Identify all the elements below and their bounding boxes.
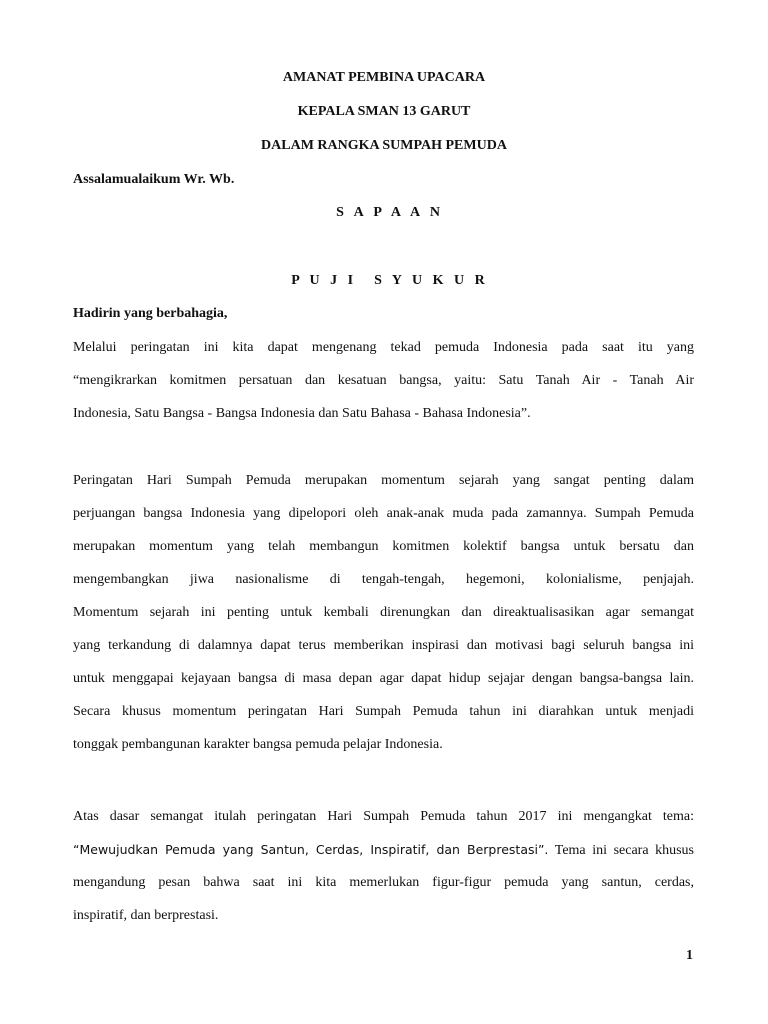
title-line-1: AMANAT PEMBINA UPACARA: [282, 70, 486, 85]
paragraph-2-line: perjuangan bangsa Indonesia yang dipelopori oleh anak-anak muda pada zamannya. Sumpah Pemuda: [73, 506, 694, 521]
paragraph-2-line: untuk menggapai kejayaan bangsa di masa depan agar dapat hidup sejajar dengan bangsa-bangsa lain.: [73, 671, 694, 686]
paragraph-3-line: mengandung pesan bahwa saat ini kita memerlukan figur-figur pemuda yang santun, cerdas,: [73, 875, 694, 890]
paragraph-3-line: Atas dasar semangat itulah peringatan Hari Sumpah Pemuda tahun 2017 ini mengangkat tema:: [73, 809, 694, 824]
paragraph-3-line-theme: [73, 841, 694, 874]
title-line-3: DALAM RANGKA SUMPAH PEMUDA: [261, 138, 507, 153]
paragraph-1-line: Melalui peringatan ini kita dapat mengenang tekad pemuda Indonesia pada saat itu yang: [73, 340, 694, 355]
title-line-2: KEPALA SMAN 13 GARUT: [297, 104, 471, 119]
paragraph-3: [73, 808, 694, 940]
paragraph-2-line: merupakan momentum yang telah membangun komitmen kolektif bangsa untuk bersatu dan: [73, 539, 694, 554]
paragraph-2-line: yang terkandung di dalamnya dapat terus memberikan inspirasi dan motivasi bagi seluruh bangsa ini: [73, 638, 694, 653]
paragraph-2-line: Peringatan Hari Sumpah Pemuda merupakan momentum sejarah yang sangat penting dalam: [73, 473, 694, 488]
greeting: Assalamualaikum Wr. Wb.: [73, 172, 235, 187]
paragraph-2-line: mengembangkan jiwa nasionalisme di tengah-tengah, hegemoni, kolonialisme, penjajah.: [73, 572, 694, 587]
theme-quote: “Mewujudkan Pemuda yang Santun, Cerdas, Inspiratif, dan Berprestasi”.: [73, 842, 549, 857]
paragraph-2-line: Secara khusus momentum peringatan Hari Sumpah Pemuda tahun ini diarahkan untuk menjadi: [73, 704, 694, 719]
paragraph-2-line: tonggak pembangunan karakter bangsa pemuda pelajar Indonesia.: [73, 737, 443, 752]
paragraph-3-line: inspiratif, dan berprestasi.: [73, 908, 219, 923]
page-number: 1: [686, 948, 693, 963]
paragraph-1: [73, 339, 694, 438]
hadirin-salutation: Hadirin yang berbahagia,: [73, 306, 228, 321]
paragraph-2: [73, 472, 694, 769]
paragraph-1-line: Indonesia, Satu Bangsa - Bangsa Indonesia dan Satu Bahasa - Bahasa Indonesia”.: [73, 406, 531, 421]
heading-sapaan: S A P A A N: [336, 205, 440, 220]
heading-puji-syukur: P U J I S Y U K U R: [291, 273, 485, 288]
paragraph-1-line: “mengikrarkan komitmen persatuan dan kesatuan bangsa, yaitu: Satu Tanah Air - Tanah Air: [73, 373, 694, 388]
paragraph-2-line: Momentum sejarah ini penting untuk kembali direnungkan dan direaktualisasikan agar semangat: [73, 605, 694, 620]
theme-continuation: Tema ini secara khusus: [548, 843, 694, 858]
